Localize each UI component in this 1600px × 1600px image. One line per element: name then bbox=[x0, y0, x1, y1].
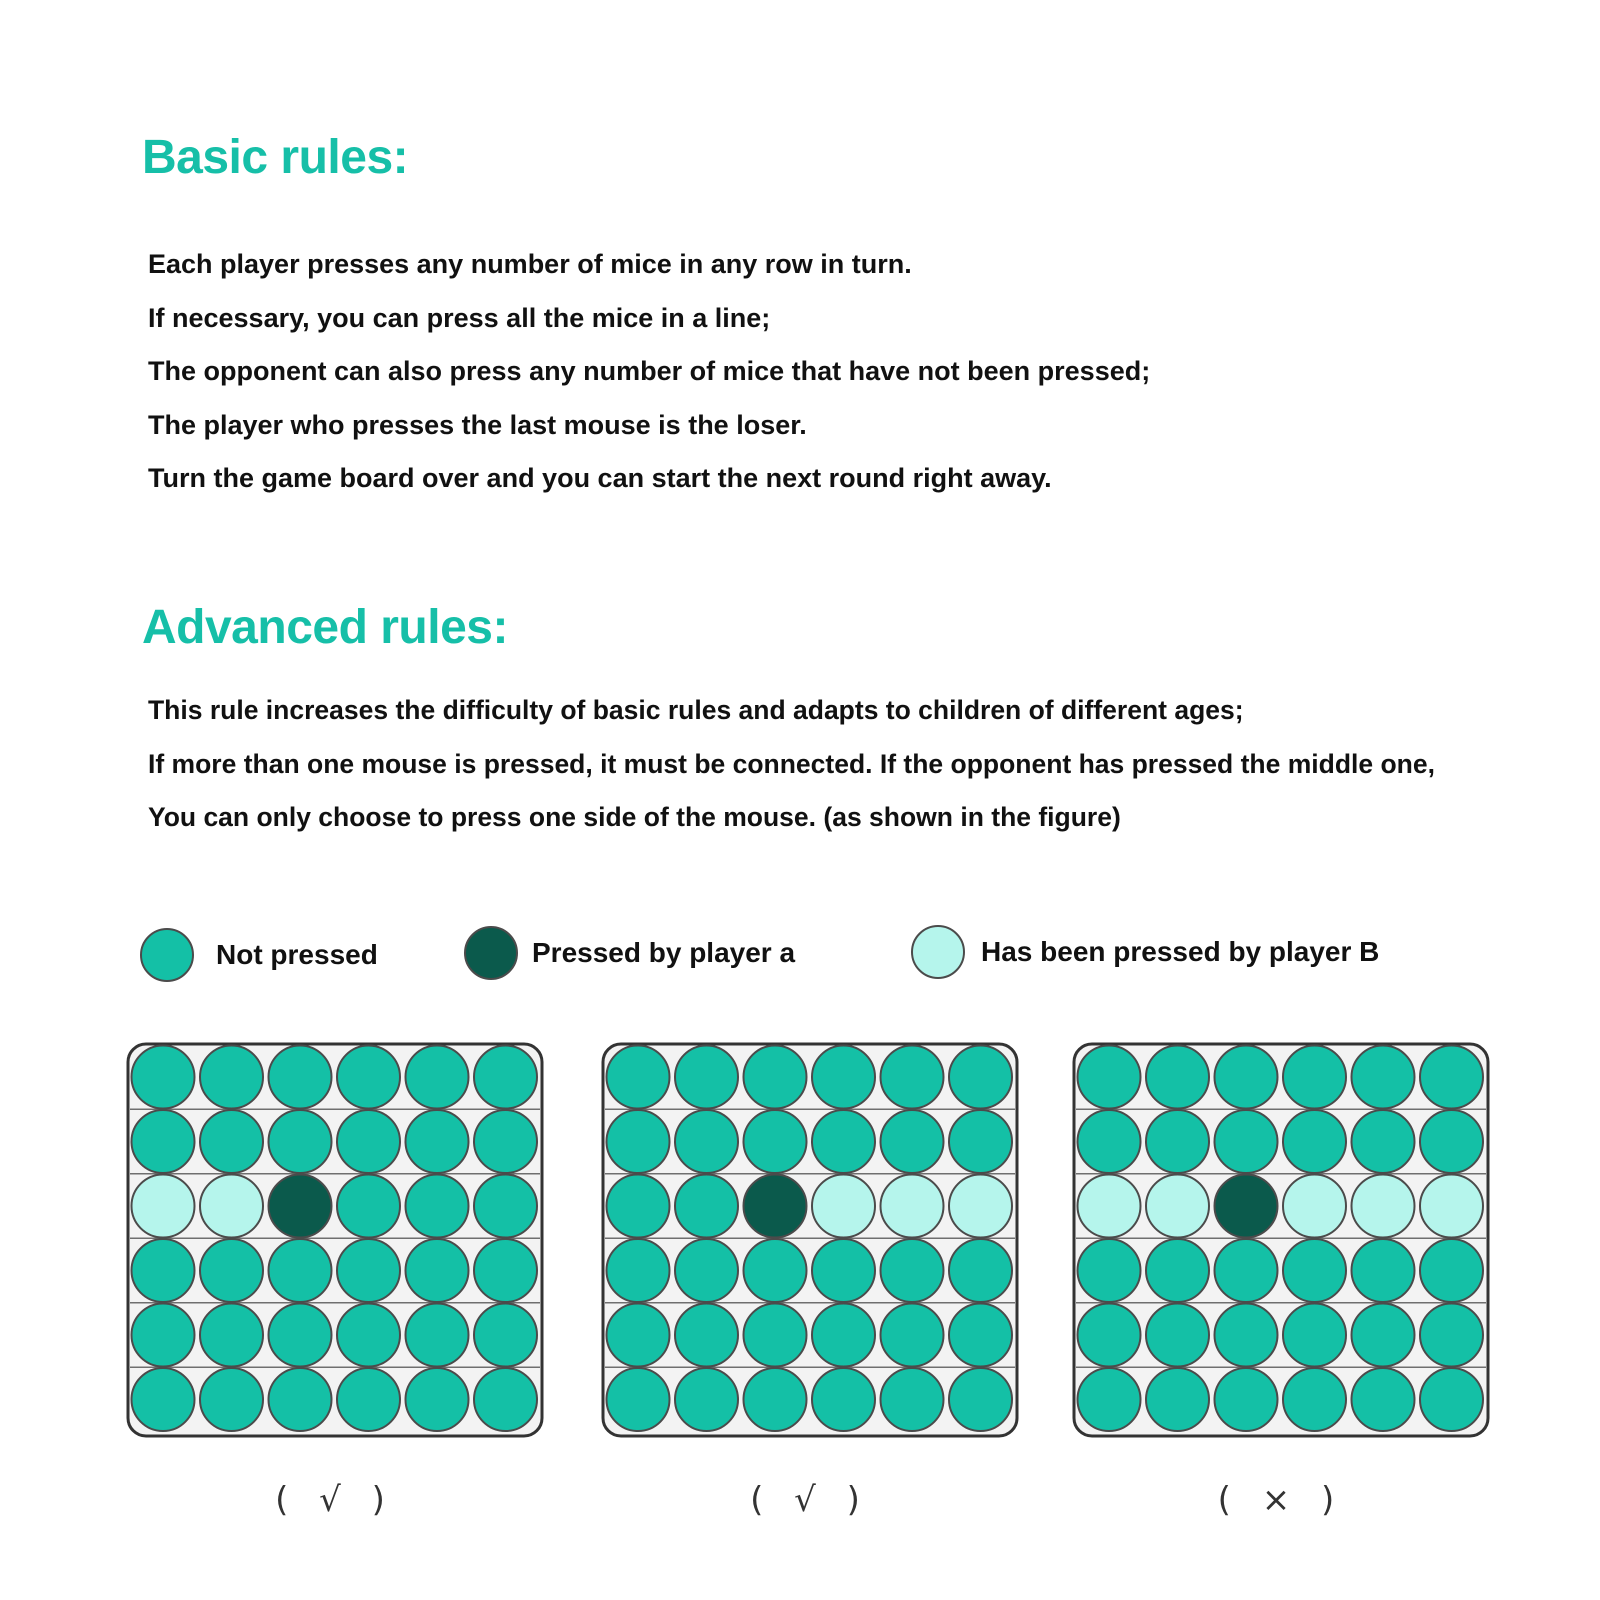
mouse-bubble-not-pressed bbox=[1283, 1046, 1346, 1109]
mouse-bubble-not-pressed bbox=[406, 1175, 469, 1238]
mouse-bubble-not-pressed bbox=[200, 1110, 263, 1173]
mouse-bubble-not-pressed bbox=[337, 1239, 400, 1302]
mouse-bubble-not-pressed bbox=[744, 1046, 807, 1109]
mouse-bubble-not-pressed bbox=[607, 1175, 670, 1238]
mouse-bubble-not-pressed bbox=[1146, 1110, 1209, 1173]
mouse-bubble-not-pressed bbox=[812, 1368, 875, 1431]
mouse-bubble-not-pressed bbox=[474, 1110, 537, 1173]
mouse-bubble-not-pressed bbox=[949, 1046, 1012, 1109]
mouse-bubble-not-pressed bbox=[881, 1046, 944, 1109]
mouse-bubble-not-pressed bbox=[406, 1110, 469, 1173]
verdict-wrong-mark: ( × ) bbox=[1217, 1480, 1345, 1520]
mouse-bubble-not-pressed bbox=[132, 1046, 195, 1109]
legend-player-b bbox=[911, 925, 1379, 979]
mouse-bubble-player-a bbox=[269, 1175, 332, 1238]
mouse-bubble-not-pressed bbox=[1078, 1304, 1141, 1367]
mouse-bubble-player-b bbox=[1283, 1175, 1346, 1238]
mouse-bubble-not-pressed bbox=[1352, 1304, 1415, 1367]
mouse-bubble-not-pressed bbox=[1146, 1046, 1209, 1109]
mouse-bubble-not-pressed bbox=[1352, 1110, 1415, 1173]
game-board-example-3 bbox=[1072, 1042, 1490, 1438]
mouse-bubble-not-pressed bbox=[812, 1110, 875, 1173]
basic-rule-line: The player who presses the last mouse is the loser. bbox=[148, 409, 807, 440]
advanced-rules-heading: Advanced rules: bbox=[142, 601, 508, 654]
mouse-bubble-not-pressed bbox=[1146, 1239, 1209, 1302]
mouse-bubble-not-pressed bbox=[1146, 1304, 1209, 1367]
mouse-bubble-not-pressed bbox=[675, 1175, 738, 1238]
legend-label: Has been pressed by player B bbox=[981, 936, 1380, 967]
mouse-bubble-not-pressed bbox=[744, 1368, 807, 1431]
mouse-bubble-not-pressed bbox=[675, 1304, 738, 1367]
mouse-bubble-player-b bbox=[200, 1175, 263, 1238]
mouse-bubble-not-pressed bbox=[1420, 1368, 1483, 1431]
mouse-bubble-not-pressed bbox=[1078, 1239, 1141, 1302]
mouse-bubble-not-pressed bbox=[607, 1304, 670, 1367]
mouse-bubble-not-pressed bbox=[1215, 1046, 1278, 1109]
mouse-bubble-not-pressed bbox=[675, 1368, 738, 1431]
mouse-bubble-not-pressed bbox=[269, 1304, 332, 1367]
mouse-bubble-player-b bbox=[1352, 1175, 1415, 1238]
mouse-bubble-player-a bbox=[744, 1175, 807, 1238]
mouse-bubble-not-pressed bbox=[406, 1046, 469, 1109]
verdict-correct-mark: ( √ ) bbox=[275, 1480, 395, 1520]
mouse-bubble-not-pressed bbox=[1078, 1110, 1141, 1173]
mouse-bubble-not-pressed bbox=[675, 1046, 738, 1109]
mouse-bubble-not-pressed bbox=[200, 1239, 263, 1302]
legend-label: Pressed by player a bbox=[532, 937, 796, 968]
mouse-bubble-not-pressed bbox=[132, 1110, 195, 1173]
mouse-bubble-not-pressed bbox=[269, 1368, 332, 1431]
board-frame bbox=[128, 1044, 542, 1436]
mouse-bubble-not-pressed bbox=[474, 1239, 537, 1302]
mouse-bubble-not-pressed bbox=[607, 1046, 670, 1109]
mouse-bubble-not-pressed bbox=[1420, 1239, 1483, 1302]
advanced-rule-line: You can only choose to press one side of the mouse. (as shown in the figure) bbox=[148, 802, 1121, 832]
mouse-bubble-not-pressed bbox=[1215, 1110, 1278, 1173]
board-frame bbox=[1074, 1044, 1488, 1436]
board-svg bbox=[601, 1042, 1019, 1438]
game-board-example-2 bbox=[601, 1042, 1019, 1438]
mouse-bubble-not-pressed bbox=[949, 1304, 1012, 1367]
mouse-bubble-player-b bbox=[1078, 1175, 1141, 1238]
mouse-bubble-not-pressed bbox=[1283, 1110, 1346, 1173]
mouse-bubble-not-pressed bbox=[1146, 1368, 1209, 1431]
basic-rule-line: If necessary, you can press all the mice in a line; bbox=[148, 302, 771, 333]
mouse-bubble-not-pressed bbox=[337, 1304, 400, 1367]
mouse-bubble-player-b bbox=[949, 1175, 1012, 1238]
mouse-bubble-not-pressed bbox=[1352, 1046, 1415, 1109]
mouse-bubble-not-pressed bbox=[949, 1239, 1012, 1302]
mouse-bubble-not-pressed bbox=[132, 1304, 195, 1367]
mouse-bubble-not-pressed bbox=[1078, 1368, 1141, 1431]
mouse-bubble-not-pressed bbox=[406, 1304, 469, 1367]
mouse-bubble-not-pressed bbox=[1215, 1304, 1278, 1367]
mouse-bubble-not-pressed bbox=[337, 1368, 400, 1431]
basic-rule-line: Each player presses any number of mice in any row in turn. bbox=[148, 249, 912, 279]
mouse-bubble-not-pressed bbox=[812, 1046, 875, 1109]
mouse-bubble-not-pressed bbox=[812, 1239, 875, 1302]
board-frame bbox=[603, 1044, 1017, 1436]
mouse-bubble-not-pressed bbox=[1352, 1239, 1415, 1302]
mouse-bubble-not-pressed bbox=[200, 1046, 263, 1109]
mouse-bubble-player-b bbox=[132, 1175, 195, 1238]
mouse-bubble-not-pressed bbox=[1215, 1368, 1278, 1431]
mouse-bubble-not-pressed bbox=[1420, 1046, 1483, 1109]
legend-player-a bbox=[464, 926, 795, 980]
mouse-bubble-not-pressed bbox=[1078, 1046, 1141, 1109]
mouse-bubble-not-pressed bbox=[949, 1368, 1012, 1431]
basic-rules-heading: Basic rules: bbox=[142, 131, 409, 184]
game-board-example-1 bbox=[126, 1042, 544, 1438]
mouse-bubble-not-pressed bbox=[881, 1110, 944, 1173]
basic-rule-line: Turn the game board over and you can start the next round right away. bbox=[148, 463, 1052, 493]
mouse-bubble-not-pressed bbox=[337, 1046, 400, 1109]
mouse-bubble-not-pressed bbox=[474, 1304, 537, 1367]
mouse-bubble-not-pressed bbox=[881, 1304, 944, 1367]
mouse-bubble-not-pressed bbox=[337, 1110, 400, 1173]
mouse-bubble-not-pressed bbox=[1283, 1304, 1346, 1367]
mouse-bubble-player-b bbox=[1146, 1175, 1209, 1238]
mouse-bubble-not-pressed bbox=[200, 1304, 263, 1367]
mouse-bubble-not-pressed bbox=[1215, 1239, 1278, 1302]
advanced-rules-text bbox=[148, 684, 1435, 845]
mouse-bubble-not-pressed bbox=[881, 1368, 944, 1431]
legend-not-pressed bbox=[140, 928, 378, 982]
mouse-bubble-not-pressed bbox=[607, 1110, 670, 1173]
mouse-bubble-not-pressed bbox=[406, 1239, 469, 1302]
mouse-bubble-player-b bbox=[881, 1175, 944, 1238]
mouse-bubble-not-pressed bbox=[269, 1046, 332, 1109]
mouse-bubble-not-pressed bbox=[1420, 1304, 1483, 1367]
board-svg bbox=[1072, 1042, 1490, 1438]
mouse-bubble-not-pressed bbox=[1283, 1368, 1346, 1431]
mouse-bubble-not-pressed bbox=[337, 1175, 400, 1238]
mouse-bubble-not-pressed bbox=[1283, 1239, 1346, 1302]
verdict-correct-mark: ( √ ) bbox=[750, 1480, 870, 1520]
mouse-bubble-not-pressed bbox=[474, 1046, 537, 1109]
mouse-bubble-not-pressed bbox=[607, 1239, 670, 1302]
mouse-bubble-not-pressed bbox=[269, 1239, 332, 1302]
mouse-bubble-not-pressed bbox=[607, 1368, 670, 1431]
legend-label: Not pressed bbox=[216, 939, 378, 970]
mouse-bubble-not-pressed bbox=[812, 1304, 875, 1367]
mouse-bubble-not-pressed bbox=[881, 1239, 944, 1302]
mouse-bubble-not-pressed bbox=[744, 1239, 807, 1302]
mouse-bubble-not-pressed bbox=[949, 1110, 1012, 1173]
mouse-bubble-not-pressed bbox=[744, 1110, 807, 1173]
mouse-bubble-player-b bbox=[1420, 1175, 1483, 1238]
mouse-bubble-not-pressed bbox=[474, 1175, 537, 1238]
mouse-bubble-not-pressed bbox=[474, 1368, 537, 1431]
mouse-bubble-not-pressed bbox=[200, 1368, 263, 1431]
mouse-bubble-not-pressed bbox=[132, 1239, 195, 1302]
mouse-bubble-player-b bbox=[812, 1175, 875, 1238]
mouse-bubble-not-pressed bbox=[269, 1110, 332, 1173]
not-pressed-dot-icon bbox=[140, 928, 194, 982]
mouse-bubble-not-pressed bbox=[1420, 1110, 1483, 1173]
mouse-bubble-not-pressed bbox=[744, 1304, 807, 1367]
player-b-dot-icon bbox=[911, 925, 965, 979]
mouse-bubble-not-pressed bbox=[675, 1239, 738, 1302]
board-svg bbox=[126, 1042, 544, 1438]
mouse-bubble-not-pressed bbox=[406, 1368, 469, 1431]
basic-rules-text bbox=[148, 238, 1150, 506]
mouse-bubble-player-a bbox=[1215, 1175, 1278, 1238]
advanced-rule-line: If more than one mouse is pressed, it must be connected. If the opponent has pressed the middle one, bbox=[148, 748, 1435, 779]
mouse-bubble-not-pressed bbox=[675, 1110, 738, 1173]
mouse-bubble-not-pressed bbox=[1352, 1368, 1415, 1431]
advanced-rule-line: This rule increases the difficulty of basic rules and adapts to children of different ages; bbox=[148, 695, 1244, 725]
player-a-dot-icon bbox=[464, 926, 518, 980]
mouse-bubble-not-pressed bbox=[132, 1368, 195, 1431]
basic-rule-line: The opponent can also press any number of mice that have not been pressed; bbox=[148, 356, 1151, 386]
